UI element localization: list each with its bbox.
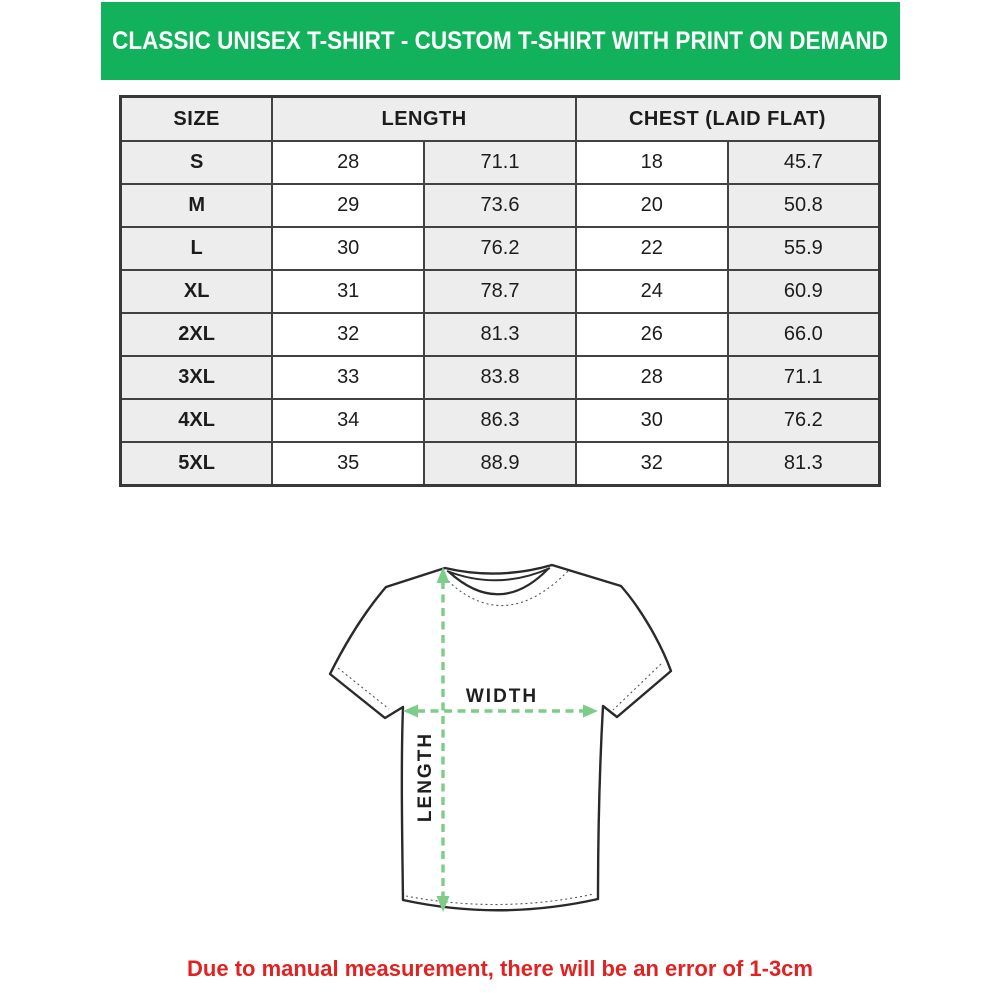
cell-chest-in: 24 bbox=[576, 270, 728, 313]
table-row bbox=[121, 184, 880, 227]
cell-size: L bbox=[121, 227, 273, 270]
tshirt-measurement-diagram bbox=[310, 550, 690, 940]
measurement-note: Due to manual measurement, there will be an error of 1-3cm bbox=[187, 956, 813, 981]
table-row bbox=[121, 227, 880, 270]
column-header-length: LENGTH bbox=[272, 97, 576, 142]
cell-size: XL bbox=[121, 270, 273, 313]
cell-chest-cm: 60.9 bbox=[728, 270, 880, 313]
cell-chest-in: 18 bbox=[576, 141, 728, 184]
cell-length-cm: 73.6 bbox=[424, 184, 576, 227]
cell-chest-cm: 71.1 bbox=[728, 356, 880, 399]
cell-chest-cm: 76.2 bbox=[728, 399, 880, 442]
cell-length-cm: 81.3 bbox=[424, 313, 576, 356]
cell-size: M bbox=[121, 184, 273, 227]
cell-length-cm: 86.3 bbox=[424, 399, 576, 442]
cell-chest-cm: 45.7 bbox=[728, 141, 880, 184]
cell-chest-cm: 66.0 bbox=[728, 313, 880, 356]
size-table-body bbox=[121, 141, 880, 486]
length-arrow-label: LENGTH bbox=[415, 731, 436, 823]
cell-size: S bbox=[121, 141, 273, 184]
cell-length-in: 28 bbox=[272, 141, 424, 184]
table-row bbox=[121, 313, 880, 356]
table-row bbox=[121, 399, 880, 442]
cell-length-in: 35 bbox=[272, 442, 424, 486]
cell-chest-cm: 50.8 bbox=[728, 184, 880, 227]
cell-size: 2XL bbox=[121, 313, 273, 356]
column-header-size: SIZE bbox=[121, 97, 273, 142]
table-header-row bbox=[121, 97, 880, 142]
table-row bbox=[121, 442, 880, 486]
cell-length-in: 31 bbox=[272, 270, 424, 313]
size-chart-table bbox=[119, 95, 881, 487]
cell-chest-cm: 55.9 bbox=[728, 227, 880, 270]
cell-length-cm: 88.9 bbox=[424, 442, 576, 486]
cell-length-cm: 78.7 bbox=[424, 270, 576, 313]
cell-chest-cm: 81.3 bbox=[728, 442, 880, 486]
cell-size: 3XL bbox=[121, 356, 273, 399]
cell-length-cm: 83.8 bbox=[424, 356, 576, 399]
cell-length-in: 29 bbox=[272, 184, 424, 227]
cell-chest-in: 26 bbox=[576, 313, 728, 356]
title-banner bbox=[101, 2, 900, 80]
cell-chest-in: 20 bbox=[576, 184, 728, 227]
cell-length-in: 34 bbox=[272, 399, 424, 442]
cell-length-cm: 76.2 bbox=[424, 227, 576, 270]
width-arrow-label: WIDTH bbox=[465, 686, 539, 707]
cell-length-in: 30 bbox=[272, 227, 424, 270]
cell-chest-in: 30 bbox=[576, 399, 728, 442]
table-row bbox=[121, 356, 880, 399]
table-row bbox=[121, 270, 880, 313]
cell-length-in: 33 bbox=[272, 356, 424, 399]
table-row bbox=[121, 141, 880, 184]
cell-length-in: 32 bbox=[272, 313, 424, 356]
cell-chest-in: 22 bbox=[576, 227, 728, 270]
cell-chest-in: 32 bbox=[576, 442, 728, 486]
cell-chest-in: 28 bbox=[576, 356, 728, 399]
cell-length-cm: 71.1 bbox=[424, 141, 576, 184]
tshirt-outline bbox=[330, 565, 671, 910]
column-header-chest: CHEST (LAID FLAT) bbox=[576, 97, 880, 142]
cell-size: 4XL bbox=[121, 399, 273, 442]
page-title: CLASSIC UNISEX T-SHIRT - CUSTOM T-SHIRT WITH PRINT ON DEMAND bbox=[112, 26, 889, 55]
cell-size: 5XL bbox=[121, 442, 273, 486]
